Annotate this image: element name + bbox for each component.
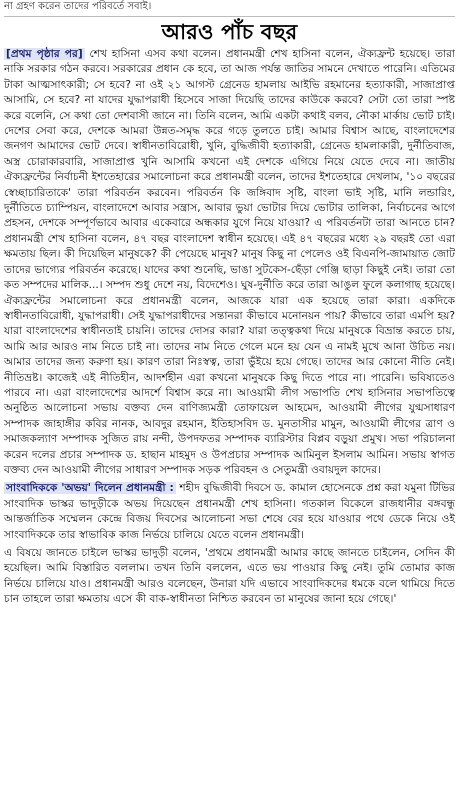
lead-body: শেখ হাসিনা এসব কথা বলেন। প্রধানমন্ত্রী শেখ হাসিনা বলেন, ঐক্যফ্রন্ট হয়েছে। তারা নাকি সরকার গঠন করবে। সরকারের প্রধান কে হবে, তা আজ পর্যন্ত জাতির সামনে দেখাতে পারেনি। এতিমের টাকা আত্মসাৎকারী; সে হবে? না ওই ২১ আগস্ট গ্রেনেড হামলায় আইভি রহমানের হত্যাকারী, সাজাপ্রাপ্ত আসামি, সে হবে? না যাদের যুদ্ধাপরাধী হিসেবে সাজা দিয়েছি তাদের কাউকে করবে? সেটা তো তারা স্পষ্ট করে বলেনি, সে কথা তো দেশবাসী জানে না। তিনি বলেন, আমি একটা কথাই বলব, নৌকা মার্কায় ভোট চাই। দেশের সেবা করে, দেশকে আমরা উন্নত-সমৃদ্ধ করে গড়ে তুলতে চাই। আমার বিশ্বাস আছে, বাংলাদেশের জনগণ আমাদের ভোট দেবে। স্বাধীনতাবিরোধী, খুনি, বুদ্ধিজীবী হত্যাকারী, গ্রেনেড হামলাকারী, দুর্নীতিবাজ, অস্ত্র চোরাকারবারি, সাজাপ্রাপ্ত খুনি আসামি কখনো এই দেশকে এগিয়ে নিয়ে যেতে দেবে না। জাতীয় ঐক্যফ্রন্টের নির্বাচনী ইশতেহারের সমালোচনা করে প্রধানমন্ত্রী বলেন, তাদের ইশতেহারে দেখলাম, '১০ বছরের স্বেচ্ছাচারিতাকে' তারা পরিবর্তন করবেন। পরিবর্তন কি জঙ্গিবাদ সৃষ্টি, বাংলা ভাই সৃষ্টি, মানি লন্ডারিং, দুর্নীতিতে চ্যাম্পিয়ন, বাংলাদেশে আবার সন্ত্রাস, আবার ভুয়া ভোটার দিয়ে ভোটার তালিকা, নির্বাচনের আগে প্রহসন, দেশকে সম্পূর্ণভাবে আবার একেবারে অন্ধকার যুগে নিয়ে যাওয়া? এ পরিবর্তনটা তারা আনতে চান? প্রধানমন্ত্রী শেখ হাসিনা বলেন, ৪৭ বছর বাংলাদেশ স্বাধীন হয়েছে। এই ৪৭ বছরের মধ্যে ২৯ বছরই তো এরা ক্ষমতায় ছিল। কী দিয়েছিল মানুষকে? কী পেয়েছে মানুষ? মানুষ কিছু না পেলেও ওই বিএনপি-জামায়াত জোট তাদের ভাগ্যের পরিবর্তন করেছে। যাদের কথা শুনেছি, ভাঙা সুটকেস-ছেঁড়া গেঞ্জি ছাড়া কিছুই নেই। তারা তো কত সম্পদের মালিক...। সম্পদ শুধু দেশে নয়, বিদেশেও। ঘুষ-দুর্নীতি করে তারা আঙুল ফুলে কলাগাছ হয়েছে। ঐক্যফ্রন্টের সমালোচনা করে প্রধানমন্ত্রী বলেন, আজকে যারা এক হয়েছে তারা কারা। একদিকে স্বাধীনতাবিরোধী, যুদ্ধাপরাধী। সেই যুদ্ধাপরাধীদের সন্তানরা কীভাবে মনোনয়ন পায়? কীভাবে তারা এমপি হয়? যারা বাংলাদেশের স্বাধীনতাই চায়নি। তাদের দোসর কারা? যারা তত্ত্বকথা দিয়ে মানুষকে বিভ্রান্ত করতে চায়, আমি আর আরও নাম নিতে চাই না। তাদের নাম নিতে গেলে মনে হয় যেন এ নামই মুখে আনা উচিত নয়। আমার তাদের জন্য করুণা হয়। কারণ তারা নিঃস্বত্ব, তারা ভুঁইয়ে হয়ে গেছে। তাদের আর কোনো নীতি নেই। নীতিভ্রষ্ট। কাজেই এই নীতিহীন, আদর্শহীন এরা কখনো মানুষকে কিছু দিতে পারে না। পারেনি। ভবিষ্যতেও পারবে না। এরা বাংলাদেশের আদর্শে বিশ্বাস করে না। আওয়ামী লীগ সভাপতি শেখ হাসিনার সভাপতিত্বে অনুষ্ঠিত আলোচনা সভায় বক্তব্য দেন বাণিজ্যমন্ত্রী তোফায়েল আহমেদ, আওয়ামী লীগের যুগ্মসাধারণ সম্পাদক জাহাঙ্গীর কবির নানক, আবদুর রহমান, ইতিহাসবিদ ড. মুনতাসীর মামুন, আওয়ামী লীগের ত্রাণ ও সমাজকল্যাণ সম্পাদক সুজিত রায় নন্দী, উপদফতর সম্পাদক ব্যারিস্টার বিপ্লব বড়ুয়া প্রমুখ। সভা পরিচালনা করেন দলের প্রচার সম্পাদক ড. হাছান মাহমুদ ও উপপ্রচার সম্পাদক আমিনুল ইসলাম আমিন। সভায় স্বাগত বক্তব্য দেন আওয়ামী লীগের সাধারণ সম্পাদক সড়ক পরিবহন ও সেতুমন্ত্রী ওবায়দুল কাদের। (4, 48, 456, 476)
continued-from-tag: [প্রথম পৃষ্ঠার পর] (6, 48, 83, 60)
previous-article-tail: না গ্রহণ করেন তাদের পরিবর্তে সবাই। (4, 1, 152, 12)
section-subhead: সাংবাদিককে 'অভয়' দিলেন প্রধানমন্ত্রী : (6, 482, 174, 495)
lead-paragraph (4, 47, 455, 478)
divider (4, 16, 455, 17)
section-body: শহীদ বুদ্ধিজীবী দিবসে ড. কামাল হোসেনকে প্রশ্ন করা যমুনা টিভির সাংবাদিক ভাস্কর ভাদুড়ীকে অভয় দিয়েছেন প্রধানমন্ত্রী শেখ হাসিনা। গতকাল বিকেলে রাজধানীর বঙ্গবন্ধু আন্তর্জাতিক সম্মেলন কেন্দ্রে বিজয় দিবসের আলোচনা সভা শেষে বের হয়ে যাওয়ার পথে ডেকে নিয়ে ওই সাংবাদিককে তার স্বাভাবিক কাজ নির্ভয়ে চালিয়ে যেতে বলেন প্রধানমন্ত্রী। (4, 482, 456, 541)
section-paragraph (4, 481, 455, 543)
headline: আরও পাঁচ বছর (161, 20, 298, 44)
closing-paragraph (4, 546, 455, 608)
closing-body: এ বিষয়ে জানতে চাইলে ভাস্কর ভাদুড়ী বলেন, 'প্রথমে প্রধানমন্ত্রী আমার কাছে জানতে চাইলেন, সেদিন কী হয়েছিল। আমি বিস্তারিত বললাম। তখন তিনি বললেন, এতে ভয় পাওয়ার কিছু নেই। তুমি তোমার কাজ নির্ভয়ে চালিয়ে যাও। প্রধানমন্ত্রী আরও বলেছেন, উনারা যদি এভাবে সাংবাদিকদের ধমকে বলে থামিয়ে দিতে চান তাহলে তারা ক্ষমতায় এসে কী বাক-স্বাধীনতা নিশ্চিত করবেন তা মানুষের জানা হয়ে গেছে।' (4, 547, 455, 606)
